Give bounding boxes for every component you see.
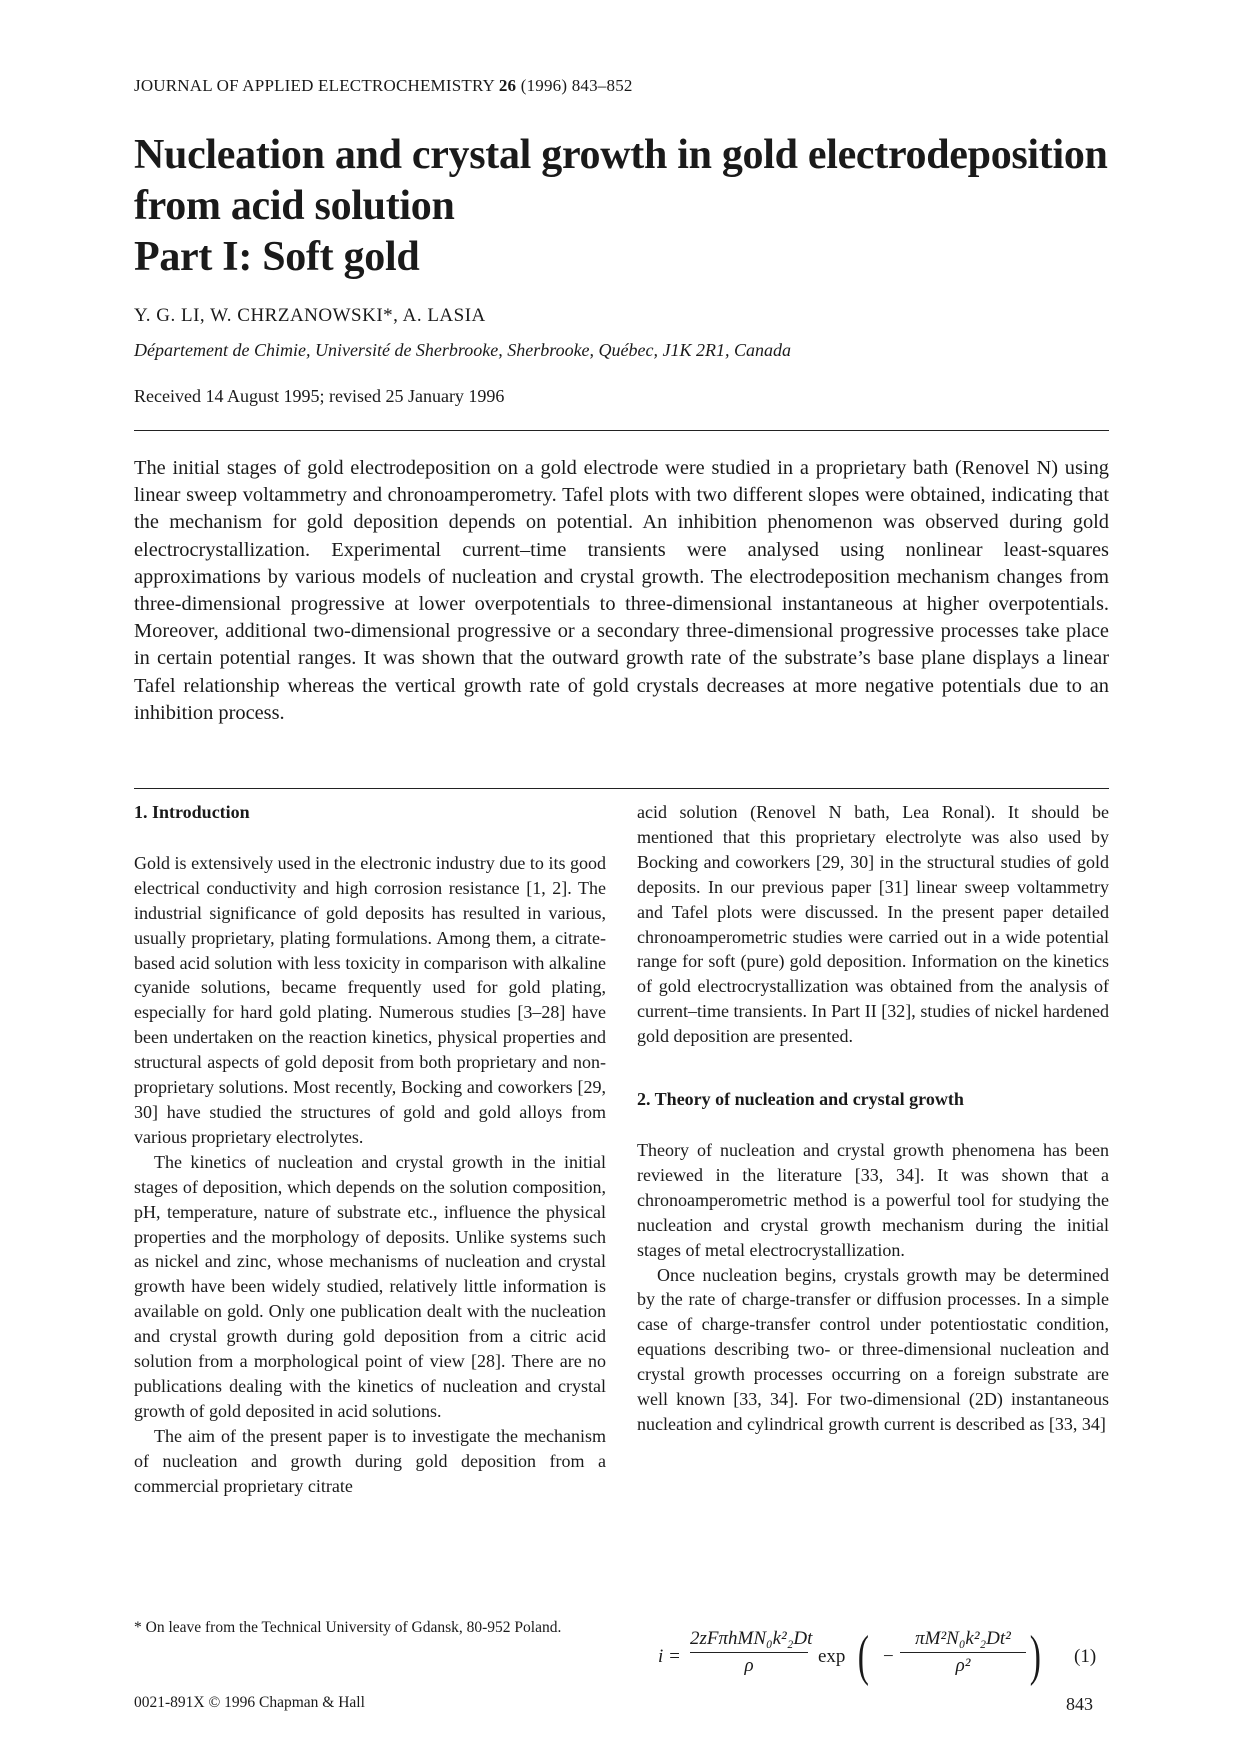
equation-lhs: i = [658,1646,681,1667]
received-dates: Received 14 August 1995; revised 25 January 1996 [134,386,505,406]
intro-paragraph-continued: acid solution (Renovel N bath, Lea Ronal). It should be mentioned that this proprietary electrolyte was also used by Bocking and coworkers [29, 30] in the structural studies of gold deposits. In our previous paper [31] linear sweep voltammetry and Tafel plots were discussed. In the present paper detailed chronoamperometric studies were carried out in a wide potential range for soft (pure) gold deposition. Information on the kinetics of gold electrocrystallization was obtained from the analysis of current–time transients. In Part II [32], studies of nickel hardened gold deposition are presented. [637,802,1109,1047]
affiliation: Département de Chimie, Université de Sherbrooke, Sherbrooke, Québec, J1K 2R1, Canada [134,340,792,360]
abstract-top-rule [134,430,1109,431]
intro-paragraph-2: The kinetics of nucleation and crystal growth in the initial stages of deposition, which depends on the solution composition, pH, temperature, nature of substrate etc., influence the physical properties and the morphology of deposits. Unlike systems such as nickel and zinc, whose mechanisms of nucleation and crystal growth have been widely studied, relatively little information is available on gold. Only one publication dealt with the nucleation and crystal growth during gold deposition from a citric acid solution from a morphological point of view [28]. There are no publications dealing with the kinetics of nucleation and crystal growth of gold deposited in acid solutions. [134,1151,606,1421]
journal-volume: 26 [498,76,517,95]
equation-numerator-2: πM²N₀k²₂Dt² [915,1628,1011,1649]
equation-fraction-2 [900,1628,1026,1677]
equation-denominator-1: ρ [744,1655,754,1676]
section-heading-introduction: 1. Introduction [134,802,250,822]
left-column [134,800,606,1498]
journal-name: JOURNAL OF APPLIED ELECTROCHEMISTRY [134,76,495,95]
abstract-bottom-rule [134,788,1109,789]
right-column [637,800,1109,1437]
page-number: 843 [1066,1694,1093,1714]
right-paren: ) [1029,1625,1041,1687]
fraction-bar [900,1652,1026,1653]
equation-denominator-2: ρ² [955,1655,971,1676]
footnote: * On leave from the Technical University of Gdansk, 80-952 Poland. [134,1619,562,1636]
fraction-bar [690,1652,808,1653]
left-paren: ( [857,1625,869,1687]
title-line-2: from acid solution [134,183,455,229]
equation-number: (1) [1074,1646,1097,1667]
section-heading-theory: 2. Theory of nucleation and crystal growth [637,1089,964,1110]
journal-header [134,76,633,96]
journal-details: (1996) 843–852 [520,76,633,95]
minus-sign: − [883,1646,894,1667]
abstract: The initial stages of gold electrodeposition on a gold electrode were studied in a proprietary bath (Renovel N) using linear sweep voltammetry and chronoamperometry. Tafel plots with two different slopes were obtained, indicating that the mechanism for gold deposition depends on potential. An inhibition phenomenon was observed during gold electrocrystallization. Experimental current–time transients were analysed using nonlinear least-squares approximations by various models of nucleation and crystal growth. The electrodeposition mechanism changes from three-dimensional progressive at lower overpotentials to three-dimensional instantaneous at higher overpotentials. Moreover, additional two-dimensional progressive or a secondary three-dimensional progressive processes take place in certain potential ranges. It was shown that the outward growth rate of the substrate’s base plane displays a linear Tafel relationship whereas the vertical growth rate of gold crystals decreases at more negative potentials due to an inhibition process. [134,457,1109,724]
theory-paragraph-1: Theory of nucleation and crystal growth phenomena has been reviewed in the literature [33, 34]. It was shown that a chronoamperometric method is a powerful tool for studying the nucleation and crystal growth mechanism during the initial stages of metal electrocrystallization. [637,1139,1109,1260]
paper-title [134,130,1108,283]
title-line-3: Part I: Soft gold [134,234,420,280]
intro-paragraph-1: Gold is extensively used in the electronic industry due to its good electrical conductivity and high corrosion resistance [1, 2]. The industrial significance of gold deposits has resulted in various, usually proprietary, plating formulations. Among them, a citrate-based acid solution with less toxicity in comparison with alkaline cyanide solutions, became frequently used for gold plating, especially for hard gold plating. Numerous studies [3–28] have been undertaken on the reaction kinetics, physical properties and structural aspects of gold deposit from both proprietary and non-proprietary solutions. Most recently, Bocking and coworkers [29, 30] have studied the structures of gold and gold alloys from various proprietary electrolytes. [134,852,606,1147]
title-line-1: Nucleation and crystal growth in gold electrodeposition [134,132,1108,178]
equation-numerator-1: 2zFπhMN₀k²₂Dt [690,1628,813,1649]
equation-exp: exp [818,1646,846,1667]
intro-paragraph-3: The aim of the present paper is to investigate the mechanism of nucleation and growth during gold deposition from a commercial proprietary citrate [134,1425,606,1496]
equation-fraction-1 [690,1628,813,1677]
authors: Y. G. LI, W. CHRZANOWSKI*, A. LASIA [134,305,486,326]
theory-paragraph-2: Once nucleation begins, crystals growth may be determined by the rate of charge-transfer or diffusion processes. In a simple case of charge-transfer control under potentiostatic condition, equations describing two- or three-dimensional nucleation and crystal growth processes occurring on a foreign substrate are well known [33, 34]. For two-dimensional (2D) instantaneous nucleation and cylindrical growth current is described as [33, 34] [637,1264,1109,1434]
equation-1 [648,1625,1110,1687]
copyright-line: 0021-891X © 1996 Chapman & Hall [134,1694,365,1711]
